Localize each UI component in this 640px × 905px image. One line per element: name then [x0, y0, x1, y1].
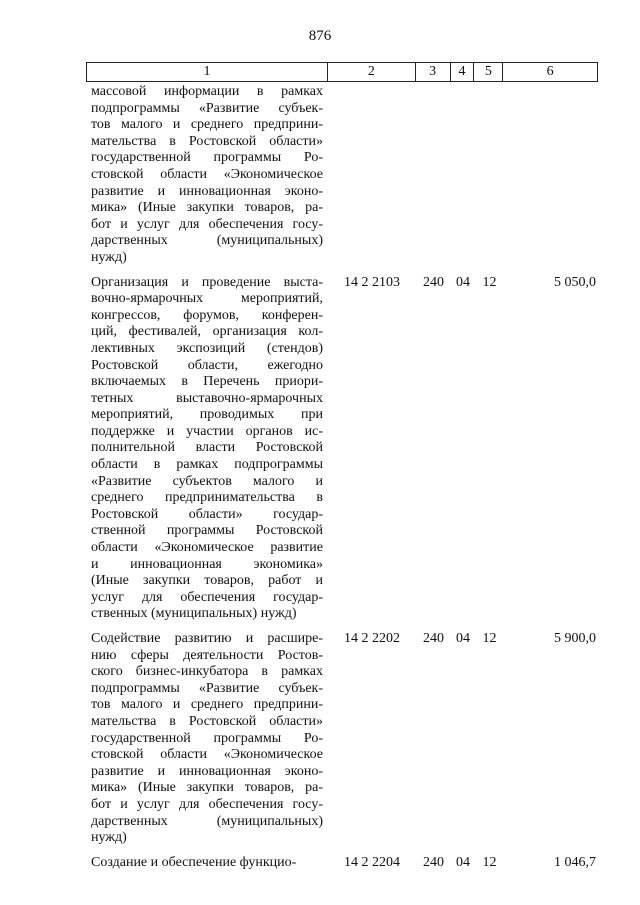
- description-line: государственной программы Ро-: [91, 730, 323, 746]
- description-line: включаемых в Перечень приори-: [91, 374, 323, 390]
- description-line: лективных экспозиций (стендов): [91, 340, 323, 356]
- table-body: [86, 84, 598, 871]
- row-expense-type: 240: [423, 274, 444, 290]
- table-row: [86, 855, 598, 872]
- row-expense-type: 240: [423, 854, 444, 870]
- row-amount: 5 050,0: [554, 274, 596, 290]
- description-line: бот и услуг для обеспечения госу-: [91, 216, 323, 232]
- description-line: развитие и инновационная эконо-: [91, 183, 323, 199]
- row-description: [86, 275, 328, 623]
- description-line: государственной программы Ро-: [91, 150, 323, 166]
- description-line: поддержке и участии органов ис-: [91, 423, 323, 439]
- table-header-row: [86, 62, 598, 82]
- description-line: развитие и инновационная эконо-: [91, 763, 323, 779]
- row-spacer: [86, 267, 598, 275]
- description-line: вочно-ярмарочных мероприятий,: [91, 291, 323, 307]
- row-expense-type: 240: [423, 631, 444, 646]
- row-description: [86, 855, 328, 872]
- row-target-code: [328, 84, 416, 267]
- description-line: тетных выставочно-ярмарочных: [91, 390, 323, 406]
- description-line: подпрограммы «Развитие субъек-: [91, 100, 323, 116]
- description-line: мероприятий, проводимых при: [91, 407, 323, 423]
- description-line: «Развитие субъектов малого и: [91, 473, 323, 489]
- description-line: бот и услуг для обеспечения госу-: [91, 796, 323, 812]
- row-subsection: 12: [482, 631, 497, 646]
- description-line: дарственных (муниципальных): [91, 233, 323, 249]
- row-amount: [504, 84, 598, 267]
- description-line: конгрессов, форумов, конферен-: [91, 307, 323, 323]
- header-col-6: 6: [546, 64, 554, 79]
- description-line: массовой информации в рамках: [91, 84, 323, 99]
- header-col-3: 3: [416, 63, 451, 81]
- description-line: стовской области «Экономическое: [91, 166, 323, 182]
- description-line: дарственных (муниципальных): [91, 813, 323, 829]
- row-section: 04: [456, 274, 470, 290]
- row-description: [86, 631, 328, 847]
- row-amount: 1 046,7: [554, 854, 596, 870]
- header-col-5: 5: [474, 63, 503, 81]
- description-line: ций, фестивалей, организация кол-: [91, 324, 323, 340]
- row-target-code: 14 2 2202: [344, 631, 400, 646]
- description-line: ственных (муниципальных) нужд): [91, 606, 297, 622]
- description-line: Организация и проведение выста-: [91, 274, 323, 290]
- header-col-2: 2: [328, 63, 416, 81]
- description-line: тов малого и среднего предприни-: [91, 117, 323, 133]
- description-line: мика» (Иные закупки товаров, ра-: [91, 780, 323, 796]
- table-row: [86, 275, 598, 623]
- description-line: ского бизнес-инкубатора в рамках: [91, 664, 323, 680]
- description-line: области «Экономическое развитие: [91, 540, 323, 556]
- description-line: мика» (Иные закупки товаров, ра-: [91, 200, 323, 216]
- description-line: полнительной власти Ростовской: [91, 440, 323, 456]
- row-section: 04: [456, 854, 470, 870]
- row-subsection: 12: [482, 274, 497, 290]
- description-line: нужд): [91, 830, 127, 846]
- description-line: тов малого и среднего предприни-: [91, 697, 323, 713]
- header-col-4: 4: [451, 63, 475, 81]
- description-line: нужд): [91, 249, 127, 265]
- description-line: подпрограммы «Развитие субъек-: [91, 680, 323, 696]
- description-line: мательства в Ростовской области»: [91, 713, 323, 729]
- description-line: Создание и обеспечение функцио-: [91, 854, 297, 870]
- description-line: мательства в Ростовской области»: [91, 133, 323, 149]
- row-target-code: 14 2 2103: [344, 274, 400, 290]
- description-line: услуг для обеспечения государ-: [91, 589, 323, 605]
- row-section: 04: [456, 631, 470, 646]
- row-subsection: 12: [482, 854, 497, 870]
- description-line: и инновационная экономика»: [91, 556, 323, 572]
- description-line: Ростовской области» государ-: [91, 506, 323, 522]
- table-row: [86, 631, 598, 847]
- row-spacer: [86, 623, 598, 631]
- description-line: стовской области «Экономическое: [91, 747, 323, 763]
- row-target-code: 14 2 2204: [344, 854, 400, 870]
- description-line: среднего предпринимательства в: [91, 490, 323, 506]
- description-line: ственной программы Ростовской: [91, 523, 323, 539]
- row-description: [86, 84, 328, 267]
- row-amount: 5 900,0: [554, 631, 596, 646]
- description-line: (Иные закупки товаров, работ и: [91, 573, 323, 589]
- description-line: нию сферы деятельности Ростов-: [91, 647, 323, 663]
- row-expense-type: [416, 84, 451, 267]
- page-number: 876: [308, 28, 332, 44]
- row-subsection: [475, 84, 504, 267]
- row-spacer: [86, 847, 598, 855]
- row-section: [451, 84, 475, 267]
- description-line: Ростовской области, ежегодно: [91, 357, 323, 373]
- table-row: [86, 84, 598, 267]
- description-line: области в рамках подпрограммы: [91, 457, 323, 473]
- description-line: Содействие развитию и расшире-: [91, 631, 323, 646]
- header-col-1: 1: [87, 63, 328, 81]
